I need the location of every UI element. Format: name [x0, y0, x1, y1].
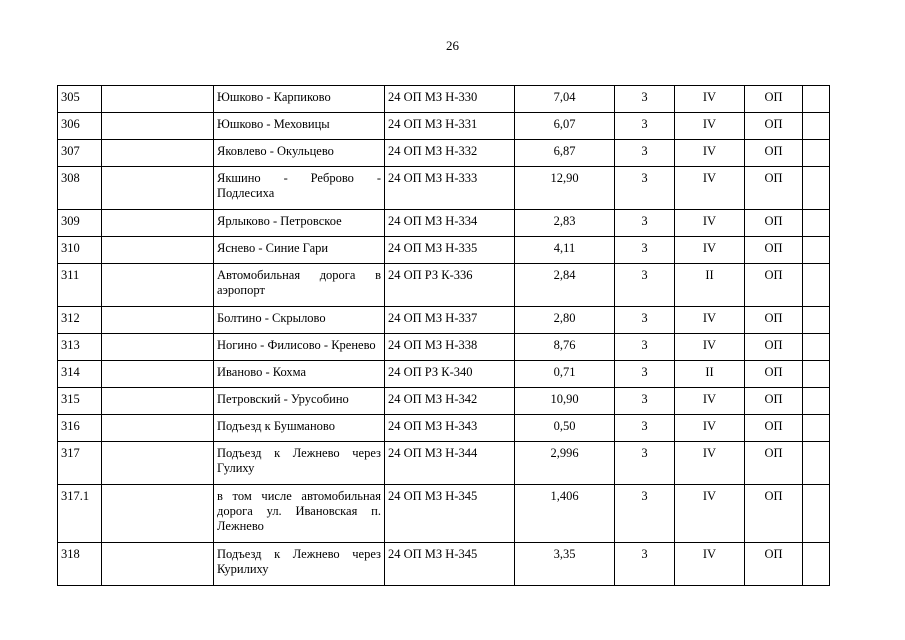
blank-cell	[803, 334, 830, 361]
row-number-cell: 310	[58, 237, 102, 264]
road-name-cell: Иваново - Кохма	[214, 361, 385, 388]
road-code-cell: 24 ОП МЗ Н-332	[385, 140, 515, 167]
road-category-cell: 3	[615, 361, 675, 388]
blank-cell	[102, 113, 214, 140]
road-length-cell: 6,07	[515, 113, 615, 140]
row-number-cell: 307	[58, 140, 102, 167]
road-significance-cell: ОП	[745, 237, 803, 264]
road-class-cell: IV	[675, 210, 745, 237]
road-class-cell: IV	[675, 237, 745, 264]
road-name-cell: в том числе автомобильная дорога ул. Ивановская п. Лежнево	[214, 485, 385, 543]
blank-cell	[102, 264, 214, 307]
road-class-cell: IV	[675, 543, 745, 586]
row-number-cell: 313	[58, 334, 102, 361]
road-code-cell: 24 ОП МЗ Н-335	[385, 237, 515, 264]
blank-cell	[803, 388, 830, 415]
road-name-cell: Подъезд к Лежнево через Гулиху	[214, 442, 385, 485]
road-category-cell: 3	[615, 442, 675, 485]
row-number-cell: 312	[58, 307, 102, 334]
road-length-cell: 10,90	[515, 388, 615, 415]
road-class-cell: IV	[675, 334, 745, 361]
road-code-cell: 24 ОП МЗ Н-343	[385, 415, 515, 442]
table-row	[58, 485, 830, 543]
road-class-cell: IV	[675, 388, 745, 415]
blank-cell	[803, 543, 830, 586]
road-class-cell: IV	[675, 485, 745, 543]
blank-cell	[102, 388, 214, 415]
road-significance-cell: ОП	[745, 140, 803, 167]
road-significance-cell: ОП	[745, 86, 803, 113]
road-class-cell: IV	[675, 307, 745, 334]
blank-cell	[102, 485, 214, 543]
row-number-cell: 316	[58, 415, 102, 442]
road-length-cell: 8,76	[515, 334, 615, 361]
road-length-cell: 2,84	[515, 264, 615, 307]
road-name-cell: Яковлево - Окульцево	[214, 140, 385, 167]
blank-cell	[803, 442, 830, 485]
road-significance-cell: ОП	[745, 543, 803, 586]
table-row	[58, 210, 830, 237]
road-class-cell: II	[675, 361, 745, 388]
road-code-cell: 24 ОП МЗ Н-345	[385, 485, 515, 543]
blank-cell	[803, 237, 830, 264]
row-number-cell: 314	[58, 361, 102, 388]
row-number-cell: 309	[58, 210, 102, 237]
row-number-cell: 311	[58, 264, 102, 307]
blank-cell	[803, 167, 830, 210]
road-length-cell: 6,87	[515, 140, 615, 167]
road-category-cell: 3	[615, 334, 675, 361]
page-number: 26	[446, 38, 459, 53]
road-length-cell: 0,71	[515, 361, 615, 388]
road-category-cell: 3	[615, 485, 675, 543]
road-category-cell: 3	[615, 237, 675, 264]
row-number-cell: 315	[58, 388, 102, 415]
road-length-cell: 2,83	[515, 210, 615, 237]
road-code-cell: 24 ОП МЗ Н-337	[385, 307, 515, 334]
road-significance-cell: ОП	[745, 264, 803, 307]
road-name-cell: Якшино - Реброво - Подлесиха	[214, 167, 385, 210]
road-significance-cell: ОП	[745, 307, 803, 334]
table-row	[58, 113, 830, 140]
road-code-cell: 24 ОП МЗ Н-345	[385, 543, 515, 586]
table-row	[58, 361, 830, 388]
road-name-cell: Автомобильная дорога в аэропорт	[214, 264, 385, 307]
blank-cell	[102, 307, 214, 334]
road-category-cell: 3	[615, 86, 675, 113]
blank-cell	[803, 140, 830, 167]
road-category-cell: 3	[615, 415, 675, 442]
road-class-cell: II	[675, 264, 745, 307]
road-significance-cell: ОП	[745, 442, 803, 485]
table-row	[58, 167, 830, 210]
road-significance-cell: ОП	[745, 485, 803, 543]
road-length-cell: 12,90	[515, 167, 615, 210]
road-length-cell: 1,406	[515, 485, 615, 543]
road-category-cell: 3	[615, 307, 675, 334]
road-significance-cell: ОП	[745, 167, 803, 210]
blank-cell	[102, 86, 214, 113]
table-row	[58, 442, 830, 485]
road-code-cell: 24 ОП РЗ К-340	[385, 361, 515, 388]
roads-table-body	[58, 86, 830, 586]
road-class-cell: IV	[675, 167, 745, 210]
table-row	[58, 264, 830, 307]
road-category-cell: 3	[615, 167, 675, 210]
road-name-cell: Юшково - Карпиково	[214, 86, 385, 113]
table-row	[58, 334, 830, 361]
row-number-cell: 317	[58, 442, 102, 485]
road-length-cell: 3,35	[515, 543, 615, 586]
blank-cell	[803, 361, 830, 388]
row-number-cell: 305	[58, 86, 102, 113]
road-category-cell: 3	[615, 140, 675, 167]
road-code-cell: 24 ОП РЗ К-336	[385, 264, 515, 307]
road-class-cell: IV	[675, 86, 745, 113]
road-code-cell: 24 ОП МЗ Н-338	[385, 334, 515, 361]
blank-cell	[102, 167, 214, 210]
table-row	[58, 237, 830, 264]
blank-cell	[803, 264, 830, 307]
road-class-cell: IV	[675, 140, 745, 167]
road-name-cell: Юшково - Меховицы	[214, 113, 385, 140]
road-class-cell: IV	[675, 113, 745, 140]
blank-cell	[803, 415, 830, 442]
blank-cell	[803, 113, 830, 140]
road-category-cell: 3	[615, 264, 675, 307]
road-name-cell: Подъезд к Бушманово	[214, 415, 385, 442]
table-row	[58, 140, 830, 167]
road-length-cell: 0,50	[515, 415, 615, 442]
road-class-cell: IV	[675, 415, 745, 442]
road-code-cell: 24 ОП МЗ Н-330	[385, 86, 515, 113]
road-name-cell: Подъезд к Лежнево через Курилиху	[214, 543, 385, 586]
blank-cell	[102, 140, 214, 167]
blank-cell	[803, 307, 830, 334]
table-row	[58, 307, 830, 334]
road-length-cell: 2,80	[515, 307, 615, 334]
road-code-cell: 24 ОП МЗ Н-334	[385, 210, 515, 237]
blank-cell	[102, 237, 214, 264]
row-number-cell: 306	[58, 113, 102, 140]
blank-cell	[102, 361, 214, 388]
road-code-cell: 24 ОП МЗ Н-344	[385, 442, 515, 485]
road-name-cell: Ярлыково - Петровское	[214, 210, 385, 237]
blank-cell	[102, 543, 214, 586]
road-category-cell: 3	[615, 113, 675, 140]
blank-cell	[102, 210, 214, 237]
road-name-cell: Петровский - Урусобино	[214, 388, 385, 415]
blank-cell	[102, 442, 214, 485]
road-length-cell: 2,996	[515, 442, 615, 485]
table-row	[58, 415, 830, 442]
road-name-cell: Болтино - Скрылово	[214, 307, 385, 334]
table-row	[58, 543, 830, 586]
road-significance-cell: ОП	[745, 361, 803, 388]
blank-cell	[102, 415, 214, 442]
road-length-cell: 4,11	[515, 237, 615, 264]
road-category-cell: 3	[615, 388, 675, 415]
blank-cell	[102, 334, 214, 361]
table-row	[58, 388, 830, 415]
road-length-cell: 7,04	[515, 86, 615, 113]
row-number-cell: 317.1	[58, 485, 102, 543]
blank-cell	[803, 86, 830, 113]
road-category-cell: 3	[615, 210, 675, 237]
road-significance-cell: ОП	[745, 388, 803, 415]
row-number-cell: 308	[58, 167, 102, 210]
blank-cell	[803, 210, 830, 237]
table-row	[58, 86, 830, 113]
road-code-cell: 24 ОП МЗ Н-342	[385, 388, 515, 415]
road-class-cell: IV	[675, 442, 745, 485]
road-significance-cell: ОП	[745, 210, 803, 237]
road-significance-cell: ОП	[745, 113, 803, 140]
blank-cell	[803, 485, 830, 543]
road-code-cell: 24 ОП МЗ Н-333	[385, 167, 515, 210]
row-number-cell: 318	[58, 543, 102, 586]
road-significance-cell: ОП	[745, 334, 803, 361]
road-code-cell: 24 ОП МЗ Н-331	[385, 113, 515, 140]
roads-table	[57, 85, 830, 586]
road-name-cell: Яснево - Синие Гари	[214, 237, 385, 264]
road-significance-cell: ОП	[745, 415, 803, 442]
road-category-cell: 3	[615, 543, 675, 586]
road-name-cell: Ногино - Филисово - Кренево	[214, 334, 385, 361]
